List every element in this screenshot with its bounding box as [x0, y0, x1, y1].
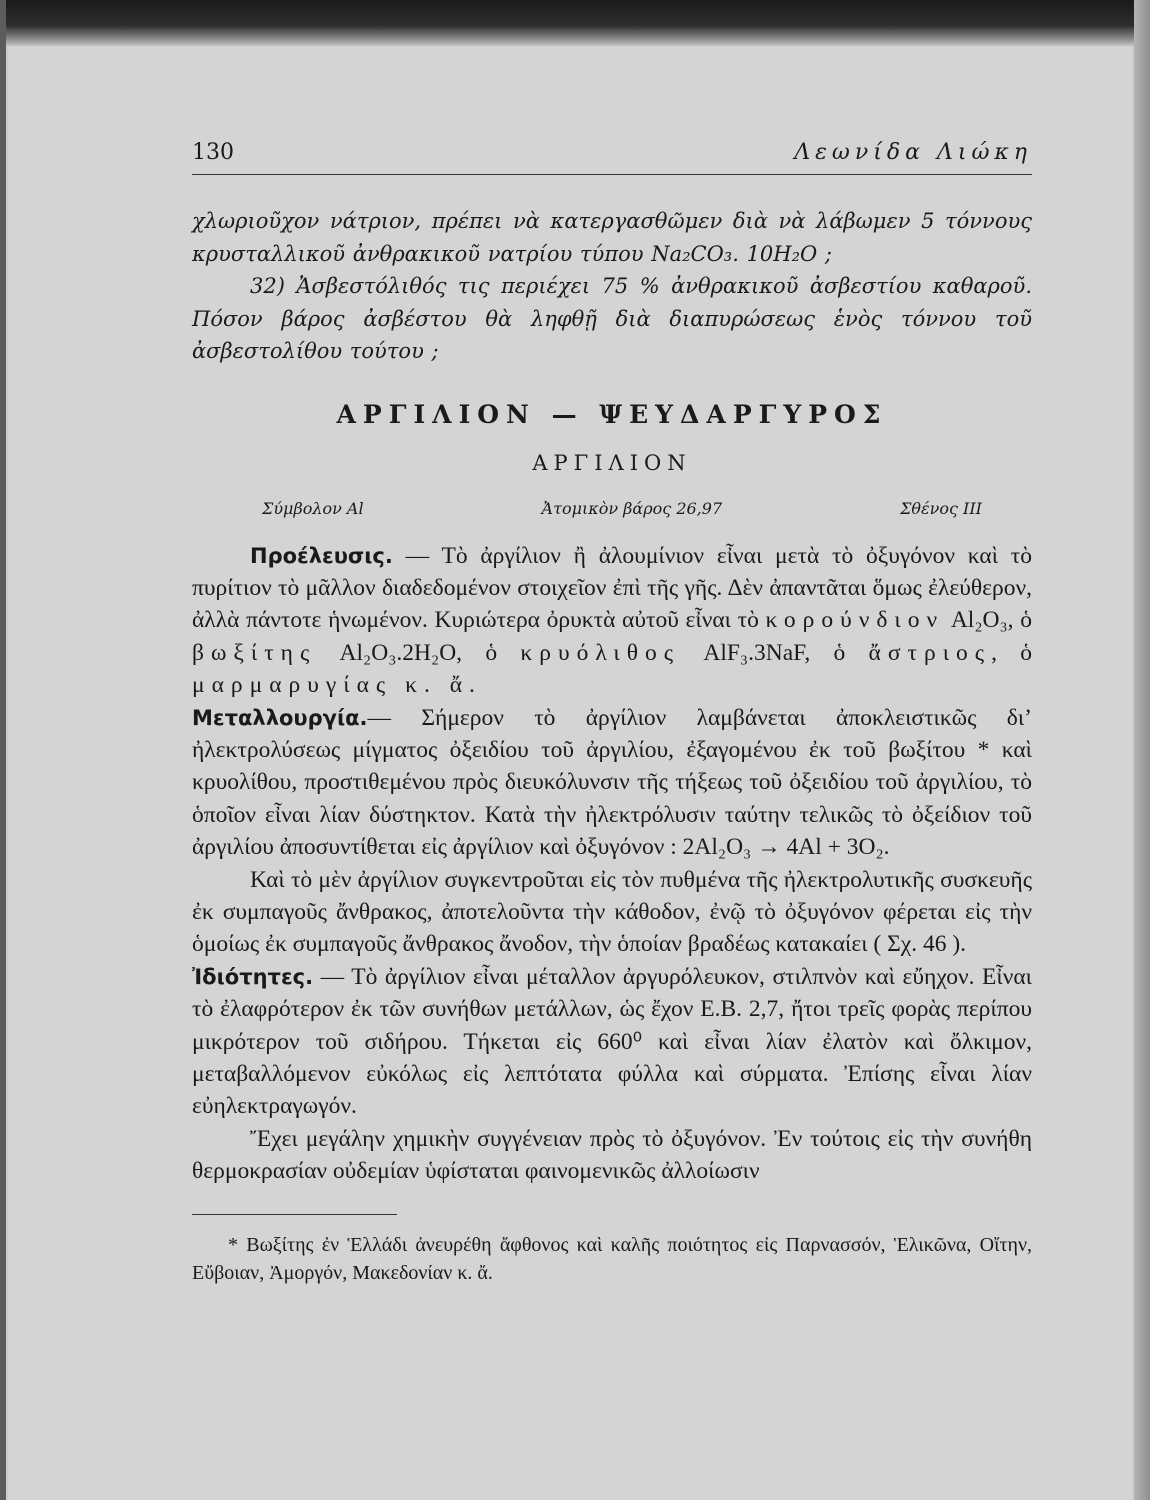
mineral-corundum: κορούνδιον	[765, 607, 945, 634]
footnote: * Βωξίτης ἐν Ἑλλάδι ἀνευρέθη ἄφθονος καὶ καλῆς ποιότητος εἰς Παρνασσόν, Ἑλικῶνα, Οἴτην, Εὔβοιαν, Ἀμοργόν, Μακεδονίαν κ. ἄ.	[192, 1233, 1032, 1284]
exercise-continuation: χλωριοῦχον νάτριον, πρέπει νὰ κατεργασθῶμεν διὰ νὰ λάβωμεν 5 τόννους κρυσταλλικοῦ ἀνθρακικοῦ νατρίου τύπου Na₂CO₃. 10H₂O ;	[192, 209, 1032, 266]
formula-cryolite: AlF₃.3NaF, ὁ	[680, 639, 869, 666]
formula-corundum: Al₂O₃, ὁ	[944, 607, 1032, 634]
scan-right-edge	[1134, 0, 1150, 1500]
mineral-mica: μαρμαρυγίας κ. ἄ.	[192, 672, 482, 699]
exercise-block	[192, 205, 1032, 368]
metallurgy-paragraph	[192, 702, 1032, 864]
formula-bauxite: Al₂O₃.2H₂O, ὁ	[316, 639, 521, 666]
element-valence: Σθένος III	[900, 498, 982, 518]
body-text	[192, 540, 1032, 1188]
properties-label: Ἰδιότητες.	[192, 964, 314, 989]
origin-paragraph	[192, 540, 1032, 702]
mineral-cryolite: κρυόλιθος	[520, 639, 681, 666]
collection-paragraph: Καὶ τὸ μὲν ἀργίλιον συγκεντροῦται εἰς τὸν πυθμένα τῆς ἠλεκτρολυτικῆς συσκευῆς ἐκ συμπαγοῦς ἄνθρακος, ἀποτελοῦντα τὴν κάθοδον, ἐνῷ τὸ ὀξυγόνον φέρεται εἰς τὴν ὁμοίως ἐκ συμπαγοῦς ἄνθρακος ἄνοδον, τὴν ὁποίαν βραδέως κατακαίει ( Σχ. 46 ).	[192, 866, 1032, 958]
mineral-feldspar: ἄστριος	[868, 639, 992, 666]
mineral-bauxite: βωξίτης	[192, 639, 317, 666]
origin-label: Προέλευσις.	[250, 543, 393, 568]
formula-feldspar: , ὁ	[991, 639, 1032, 666]
chapter-heading: ΑΡΓΙΛΙΟΝ — ΨΕΥΔΑΡΓΥΡΟΣ	[336, 399, 888, 429]
element-symbol: Σύμβολον Al	[262, 498, 364, 518]
page-number: 130	[192, 140, 234, 165]
element-atomic-weight: Ἀτομικὸν βάρος 26,97	[541, 498, 723, 518]
element-properties	[192, 499, 1032, 518]
running-title: Λεωνίδα Λιώκη	[794, 140, 1032, 165]
properties-paragraph	[192, 961, 1032, 1123]
affinity-paragraph: Ἔχει μεγάλην χημικὴν συγγένειαν πρὸς τὸ ὀξυγόνον. Ἐν τούτοις εἰς τὴν συνήθη θερμοκρασίαν οὐδεμίαν ὑφίσταται φαινομενικῶς ἀλλοίωσιν	[192, 1125, 1032, 1185]
properties-text: — Τὸ ἀργίλιον εἶναι μέταλλον ἀργυρόλευκον, στιλπνὸν καὶ εὔηχον. Εἶναι τὸ ἐλαφρότερον ἐκ τῶν συνήθων μετάλλων, ὡς ἔχον Ε.Β. 2,7, ἤτοι τρεῖς φορὰς περίπου μικρότερον τοῦ σιδήρου. Τήκεται εἰς 660⁰ καὶ εἶναι λίαν ἐλατὸν καὶ ὄλκιμον, μεταβαλλόμενον εὐκόλως εἰς λεπτότατα φύλλα καὶ σύρματα. Ἐπίσης εἶναι λίαν εὐηλεκτραγωγόν.	[192, 963, 1032, 1120]
metallurgy-text: — Σήμερον τὸ ἀργίλιον λαμβάνεται ἀποκλειστικῶς δι’ ἠλεκτρολύσεως μίγματος ὀξειδίου τοῦ ἀργιλίου, ἐξαγομένου ἐκ τοῦ βωξίτου * καὶ κρυολίθου, προστιθεμένου πρὸς διευκόλυνσιν τῆς τήξεως τοῦ ὀξειδίου τοῦ ἀργιλίου, τὸ ὁποῖον εἶναι λίαν δύστηκτον. Κατὰ τὴν ἠλεκτρόλυσιν ταύτην τελικῶς τὸ ὀξείδιον τοῦ ἀργιλίου ἀποσυντίθεται εἰς ἀργίλιον καὶ ὀξυγόνον : 2Al₂O₃ → 4Al + 3O₂.	[192, 704, 1032, 861]
section-heading: ΑΡΓΙΛΙΟΝ	[532, 450, 692, 475]
footnote-divider	[192, 1214, 397, 1215]
exercise-32: 32) Ἀσβεστόλιθός τις περιέχει 75 % ἀνθρακικοῦ ἀσβεστίου καθαροῦ. Πόσον βάρος ἀσβέστου θὰ ληφθῇ διὰ διαπυρώσεως ἑνὸς τόννου τοῦ ἀσβεστολίθου τούτου ;	[192, 274, 1032, 363]
origin-text: — Τὸ ἀργίλιον ἢ ἀλουμίνιον εἶναι μετὰ τὸ ὀξυγόνον καὶ τὸ πυρίτιον τὸ μᾶλλον διαδεδομένον στοιχεῖον ἐπὶ τῆς γῆς. Δὲν ἀπαντᾶται ὅμως ἐλεύθερον, ἀλλὰ πάντοτε ἡνωμένον. Κυριώτερα ὀρυκτὰ αὐτοῦ εἶναι τὸ	[192, 542, 1032, 634]
metallurgy-label: Μεταλλουργία.	[192, 705, 368, 730]
running-head	[192, 140, 1032, 175]
scan-top-edge	[0, 0, 1150, 46]
scan-left-edge	[0, 0, 6, 1500]
page-content	[192, 140, 1032, 1287]
